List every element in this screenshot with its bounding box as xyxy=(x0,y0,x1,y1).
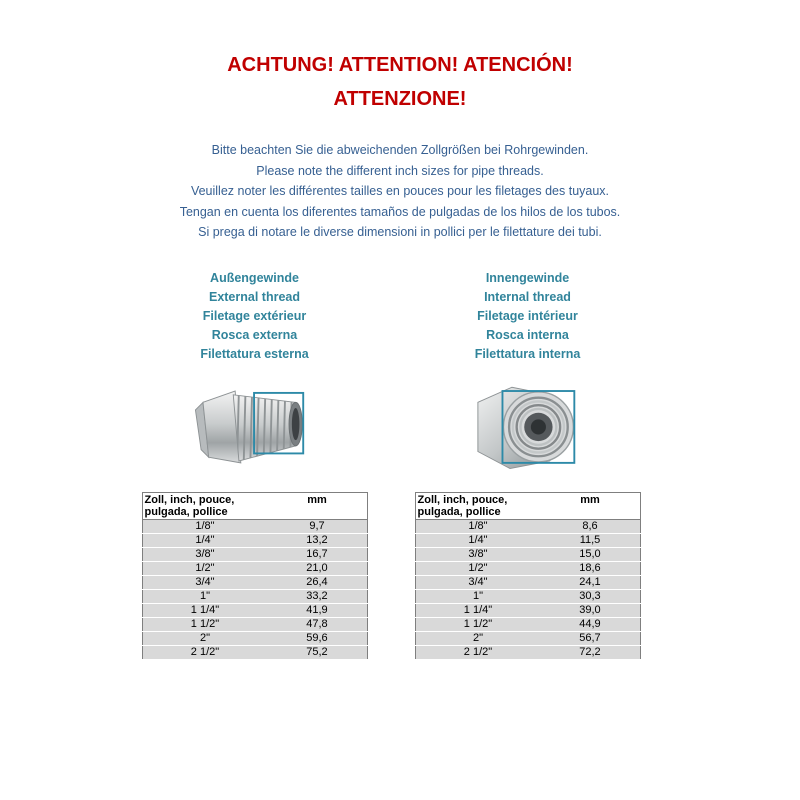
note-german: Bitte beachten Sie die abweichenden Zollgrößen bei Rohrgewinden. xyxy=(211,143,589,157)
size-cell: 1 1/2" xyxy=(142,617,267,631)
external-thread-section xyxy=(118,269,391,660)
mm-cell: 15,0 xyxy=(540,547,640,561)
external-heading-de: Außengewinde xyxy=(210,270,299,285)
table-row xyxy=(415,575,640,589)
mm-cell: 8,6 xyxy=(540,519,640,533)
internal-thread-section xyxy=(391,269,664,660)
external-table-body xyxy=(142,519,367,659)
size-header-cell xyxy=(142,492,267,519)
table-row xyxy=(142,547,367,561)
mm-cell: 30,3 xyxy=(540,589,640,603)
size-header-line1: Zoll, inch, pouce, xyxy=(417,493,508,506)
internal-table-body xyxy=(415,519,640,659)
external-size-table xyxy=(142,492,368,660)
mm-cell: 11,5 xyxy=(540,533,640,547)
pipe-bore xyxy=(291,408,299,440)
table-row xyxy=(142,533,367,547)
size-cell: 1" xyxy=(142,589,267,603)
table-row xyxy=(415,533,640,547)
note-english: Please note the different inch sizes for pipe threads. xyxy=(256,163,544,178)
size-header-line2: pulgada, pollice xyxy=(144,505,228,518)
mm-cell: 44,9 xyxy=(540,617,640,631)
table-row xyxy=(415,603,640,617)
table-row xyxy=(142,603,367,617)
mm-cell: 33,2 xyxy=(267,589,367,603)
mm-cell: 56,7 xyxy=(540,631,640,645)
table-row xyxy=(142,589,367,603)
mm-cell: 26,4 xyxy=(267,575,367,589)
size-cell: 3/8" xyxy=(142,547,267,561)
external-thread-headings xyxy=(118,269,391,364)
note-italian: Si prega di notare le diverse dimensioni in pollici per le filettature dei tubi. xyxy=(198,225,602,239)
internal-heading-fr: Filetage intérieur xyxy=(477,308,578,323)
size-cell: 1/2" xyxy=(415,561,540,575)
note-french: Veuillez noter les différentes tailles en pouces pour les filetages des tuyaux. xyxy=(190,184,610,198)
mm-cell: 21,0 xyxy=(267,561,367,575)
size-cell: 3/8" xyxy=(415,547,540,561)
table-row xyxy=(142,519,367,533)
mm-cell: 16,7 xyxy=(267,547,367,561)
mm-cell: 24,1 xyxy=(540,575,640,589)
mm-cell: 9,7 xyxy=(267,519,367,533)
size-cell: 1 1/4" xyxy=(415,603,540,617)
size-cell: 1/4" xyxy=(415,533,540,547)
mm-header-cell: mm xyxy=(580,493,600,506)
table-row xyxy=(142,631,367,645)
internal-heading-de: Innengewinde xyxy=(485,270,570,285)
size-cell: 1 1/2" xyxy=(415,617,540,631)
mm-cell: 72,2 xyxy=(540,645,640,659)
size-cell: 2 1/2" xyxy=(142,645,267,659)
table-row xyxy=(415,561,640,575)
table-row xyxy=(415,547,640,561)
internal-heading-it: Filettatura interna xyxy=(474,346,581,361)
size-header-line2: pulgada, pollice xyxy=(417,505,501,518)
size-cell: 2" xyxy=(142,631,267,645)
warning-title-line1: ACHTUNG! ATTENTION! ATENCIÓN! xyxy=(227,54,573,76)
size-header-cell xyxy=(415,492,540,519)
mm-cell: 39,0 xyxy=(540,603,640,617)
external-table-header xyxy=(142,492,367,519)
internal-thread-headings xyxy=(391,269,664,364)
size-cell: 2 1/2" xyxy=(415,645,540,659)
internal-thread-illustration xyxy=(453,374,603,478)
size-cell: 2" xyxy=(415,631,540,645)
notes-block xyxy=(0,140,800,243)
table-row xyxy=(415,617,640,631)
warning-title-line2: ATTENZIONE! xyxy=(333,88,467,110)
size-cell: 1/4" xyxy=(142,533,267,547)
external-thread-illustration xyxy=(180,374,330,478)
table-row xyxy=(142,617,367,631)
table-row xyxy=(142,561,367,575)
table-row xyxy=(415,645,640,659)
size-header-line1: Zoll, inch, pouce, xyxy=(144,493,235,506)
internal-table-header xyxy=(415,492,640,519)
internal-heading-es: Rosca interna xyxy=(486,327,569,342)
table-row xyxy=(415,519,640,533)
external-heading-fr: Filetage extérieur xyxy=(202,308,307,323)
internal-size-table xyxy=(415,492,641,660)
size-cell: 1/8" xyxy=(415,519,540,533)
external-heading-en: External thread xyxy=(208,289,300,304)
internal-thread-photo xyxy=(391,374,664,478)
size-cell: 3/4" xyxy=(142,575,267,589)
size-cell: 3/4" xyxy=(415,575,540,589)
size-cell: 1/2" xyxy=(142,561,267,575)
mm-header-cell: mm xyxy=(307,493,327,506)
size-cell: 1 1/4" xyxy=(142,603,267,617)
table-row xyxy=(415,631,640,645)
external-heading-it: Filettatura esterna xyxy=(200,346,309,361)
bore-hole xyxy=(530,419,545,434)
table-row xyxy=(415,589,640,603)
table-row xyxy=(142,575,367,589)
thread-columns xyxy=(118,269,664,660)
mm-cell: 75,2 xyxy=(267,645,367,659)
warning-title xyxy=(0,0,800,116)
mm-cell: 47,8 xyxy=(267,617,367,631)
mm-cell: 13,2 xyxy=(267,533,367,547)
mm-cell: 18,6 xyxy=(540,561,640,575)
external-heading-es: Rosca externa xyxy=(211,327,298,342)
size-cell: 1" xyxy=(415,589,540,603)
mm-cell: 41,9 xyxy=(267,603,367,617)
table-row xyxy=(142,645,367,659)
mm-cell: 59,6 xyxy=(267,631,367,645)
external-thread-photo xyxy=(118,374,391,478)
internal-heading-en: Internal thread xyxy=(484,289,571,304)
size-cell: 1/8" xyxy=(142,519,267,533)
note-spanish: Tengan en cuenta los diferentes tamaños de pulgadas de los hilos de los tubos. xyxy=(179,204,621,219)
